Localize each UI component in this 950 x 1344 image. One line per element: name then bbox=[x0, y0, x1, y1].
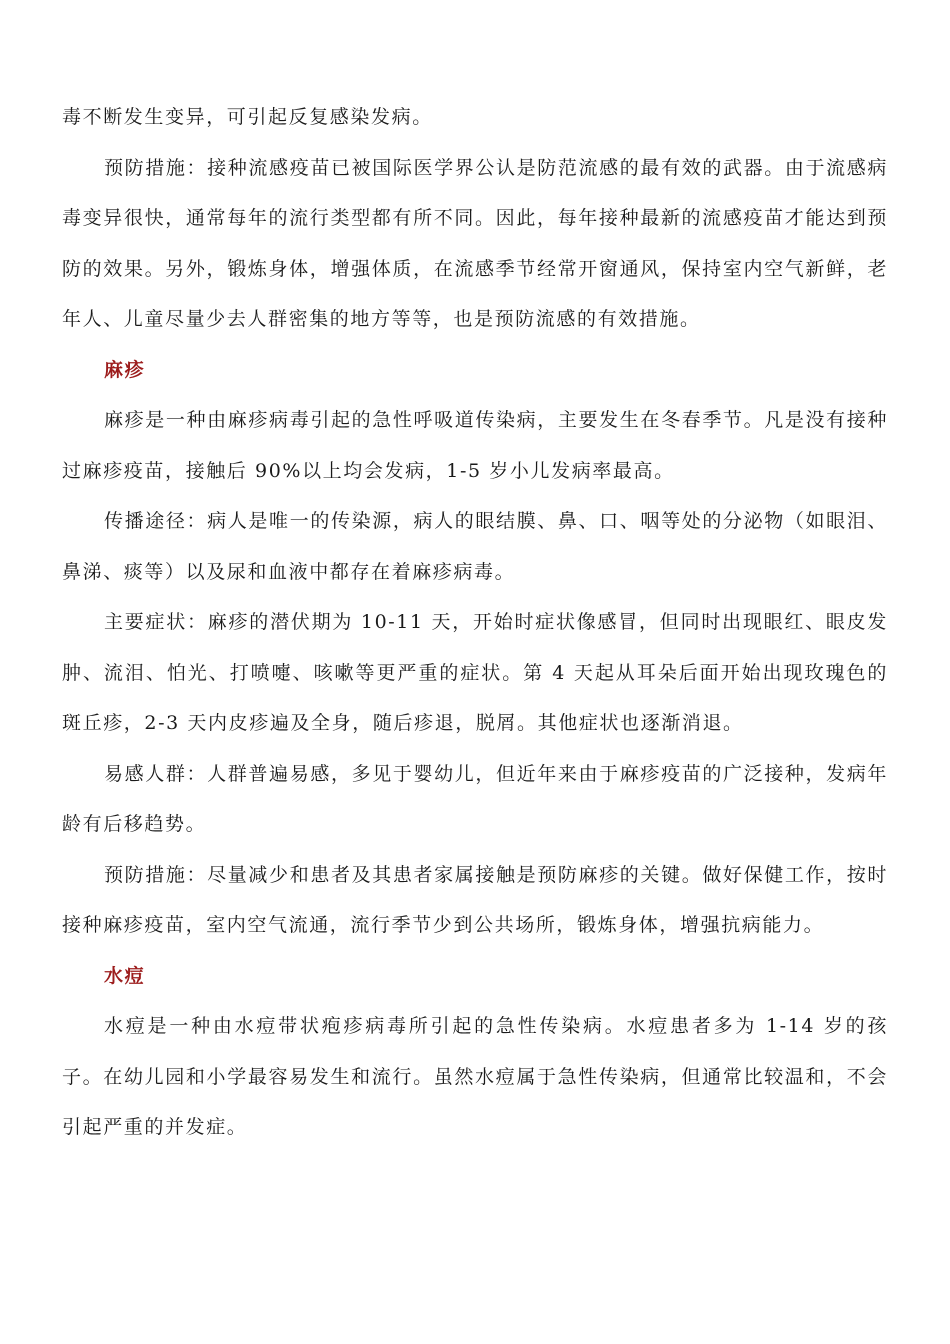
section-heading-chickenpox: 水痘 bbox=[104, 964, 146, 987]
paragraph-measles-prevention: 预防措施：尽量减少和患者及其患者家属接触是预防麻疹的关键。做好保健工作，按时接种麻疹疫苗，室内空气流通，流行季节少到公共场所，锻炼身体，增强抗病能力。 bbox=[62, 863, 888, 936]
paragraph-flu-prevention: 预防措施：接种流感疫苗已被国际医学界公认是防范流感的最有效的武器。由于流感病毒变异很快，通常每年的流行类型都有所不同。因此，每年接种最新的流感疫苗才能达到预防的效果。另外，锻炼身体，增强体质，在流感季节经常开窗通风，保持室内空气新鲜，老年人、儿童尽量少去人群密集的地方等等，也是预防流感的有效措施。 bbox=[62, 156, 888, 330]
paragraph-measles-transmission: 传播途径：病人是唯一的传染源，病人的眼结膜、鼻、口、咽等处的分泌物（如眼泪、鼻涕、痰等）以及尿和血液中都存在着麻疹病毒。 bbox=[62, 510, 888, 583]
document-page bbox=[62, 92, 888, 1153]
paragraph-chickenpox-intro: 水痘是一种由水痘带状疱疹病毒所引起的急性传染病。水痘患者多为 1-14 岁的孩子。在幼儿园和小学最容易发生和流行。虽然水痘属于急性传染病，但通常比较温和，不会引起严重的并发症。 bbox=[62, 1015, 888, 1138]
paragraph-measles-intro: 麻疹是一种由麻疹病毒引起的急性呼吸道传染病，主要发生在冬春季节。凡是没有接种过麻疹疫苗，接触后 90%以上均会发病，1-5 岁小儿发病率最高。 bbox=[62, 409, 888, 482]
paragraph-flu-continuation: 毒不断发生变异，可引起反复感染发病。 bbox=[62, 106, 433, 128]
paragraph-measles-symptoms: 主要症状：麻疹的潜伏期为 10-11 天，开始时症状像感冒，但同时出现眼红、眼皮发肿、流泪、怕光、打喷嚏、咳嗽等更严重的症状。第 4 天起从耳朵后面开始出现玫瑰色的斑丘疹，2-3 天内皮疹遍及全身，随后疹退，脱屑。其他症状也逐渐消退。 bbox=[62, 611, 888, 734]
section-heading-measles: 麻疹 bbox=[104, 358, 146, 381]
paragraph-measles-susceptible: 易感人群：人群普遍易感，多见于婴幼儿，但近年来由于麻疹疫苗的广泛接种，发病年龄有后移趋势。 bbox=[62, 762, 888, 835]
